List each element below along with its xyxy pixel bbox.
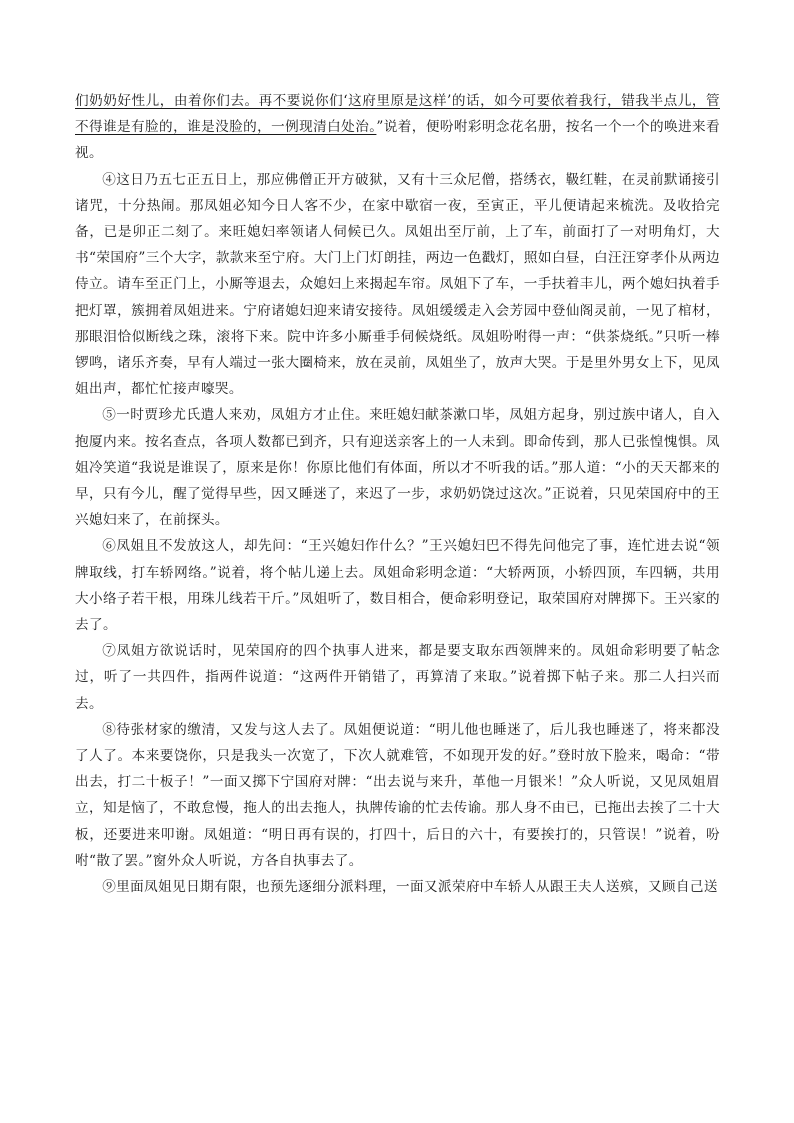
paragraph-9 (75, 874, 720, 900)
paragraph-text: ⑤一时贾珍尤氏遣人来劝，凤姐方才止住。来旺媳妇献茶漱口毕，凤姐方起身，别过族中诸人，自入抱厦内来。按名查点，各项人数都已到齐，只有迎送亲客上的一人未到。即命传到，那人已张惶愧惧。凤姐冷笑道“我说是谁误了，原来是你！你原比他们有体面，所以才不听我的话。”那人道：“小的天天都来的早，只有今儿，醒了觉得早些，因又睡迷了，来迟了一步，求奶奶饶过这次。”正说着，只见荣国府中的王兴媳妇来了，在前探头。 (75, 407, 720, 529)
underlined-text: 管不得谁是有脸的，谁是没脸的，一例现清白处治。 (75, 93, 720, 136)
paragraph-text: ⑥凤姐且不发放这人，却先问：“王兴媳妇作什么？”王兴媳妇巴不得先问他完了事，连忙进去说“领牌取线，打车轿网络。”说着，将个帖儿递上去。凤姐命彩明念道：“大轿两顶，小轿四顶，车四辆，共用大小络子若干根，用珠儿线若干斤。”凤姐听了，数目相合，便命彩明登记，取荣国府对牌掷下。王兴家的去了。 (75, 538, 720, 634)
paragraph-1 (75, 88, 720, 167)
paragraph-5 (75, 402, 720, 533)
paragraph-text: ⑧待张材家的缴清，又发与这人去了。凤姐便说道：“明儿他也睡迷了，后儿我也睡迷了，将来都没了人了。本来要饶你，只是我头一次宽了，下次人就难管，不如现开发的好。”登时放下脸来，喝命：“带出去，打二十板子！”一面又掷下宁国府对牌：“出去说与来升，革他一月银米！”众人听说，又见凤姐眉立，知是恼了，不敢怠慢，拖人的出去拖人，执牌传谕的忙去传谕。那人身不由已，已拖出去挨了二十大板，还要进来叩谢。凤姐道：“明日再有误的，打四十，后日的六十，有要挨打的，只管误！”说着，吩咐“散了罢。”窗外众人听说，方各自执事去了。 (75, 721, 720, 869)
document-page (75, 88, 720, 900)
paragraph-text: ”说着，便吩咐彩明念花名册，按名一个一个的唤进来看视。 (75, 119, 721, 162)
paragraph-6 (75, 533, 720, 638)
paragraph-text: ⑨里面凤姐见日期有限，也预先逐细分派料理，一面又派荣府中车轿人从跟王夫人送殡，又顾自己送 (102, 879, 718, 896)
paragraph-8 (75, 717, 720, 874)
paragraph-text: ④这日乃五七正五日上，那应佛僧正开方破狱，又有十三众尼僧，搭绣衣，靸红鞋，在灵前默诵接引诸咒，十分热闹。那凤姐必知今日人客不少，在家中歇宿一夜，至寅正，平儿便请起来梳洗。及收拾完备，已是卯正二刻了。来旺媳妇率领诸人伺候已久。凤姐出至厅前，上了车，前面打了一对明角灯，大书“荣国府”三个大字，款款来至宁府。大门上门灯朗挂，两边一色戳灯，照如白昼，白汪汪穿孝仆从两边侍立。请车至正门上，小厮等退去，众媳妇上来揭起车帘。凤姐下了车，一手扶着丰儿，两个媳妇执着手把灯罩，簇拥着凤姐进来。宁府诸媳妇迎来请安接待。凤姐缓缓走入会芳园中登仙阁灵前，一见了棺材，那眼泪恰似断线之珠，滚将下来。院中许多小厮垂手伺候烧纸。凤姐吩咐得一声：“供茶烧纸。”只听一棒锣鸣，诸乐齐奏，早有人端过一张大圈椅来，放在灵前，凤姐坐了，放声大哭。于是里外男女上下，见凤姐出声，都忙忙接声嚎哭。 (75, 171, 720, 398)
underlined-text: 们奶奶好性儿，由着你们去。再不要说你们‘这府里原是这样’的话，如今可要依着我行，错我半点儿， (75, 93, 706, 109)
paragraph-text: ⑦凤姐方欲说话时，见荣国府的四个执事人进来，都是要支取东西领牌来的。凤姐命彩明要了帖念过，听了一共四件，指两件说道：“这两件开销错了，再算清了来取。”说着掷下帖子来。那二人扫兴而去。 (75, 643, 720, 712)
paragraph-7 (75, 638, 720, 717)
paragraph-4 (75, 167, 720, 403)
